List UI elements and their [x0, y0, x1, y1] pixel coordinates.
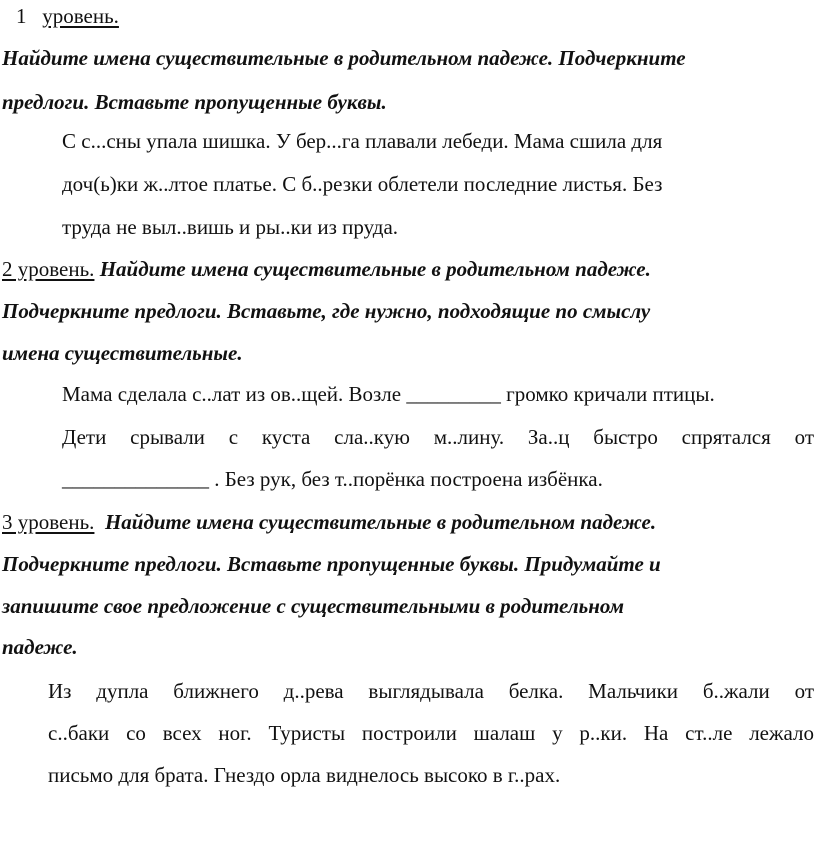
level1-label: уровень.	[42, 4, 119, 28]
level3-task-line: падеже.	[2, 635, 78, 659]
level1-number: 1	[16, 4, 27, 28]
level3-task-line: Подчеркните предлоги. Вставьте пропущенные буквы. Придумайте и	[2, 552, 661, 576]
level3-task-line: Найдите имена существительные в родительном падеже.	[104, 510, 657, 534]
level2-label: 2 уровень.	[2, 257, 95, 281]
level1-task-line: предлоги. Вставьте пропущенные буквы.	[2, 90, 387, 114]
level3-label: 3 уровень.	[2, 510, 95, 534]
level3-task-line: запишите свое предложение с существительными в родительном	[2, 594, 624, 618]
level1-heading	[16, 2, 119, 30]
level1-task-line: Найдите имена существительные в родительном падеже. Подчеркните	[2, 46, 686, 70]
level2-text-line: ______________ . Без рук, без т..порёнка построена избёнка.	[62, 467, 603, 491]
level1-text-line: С с...сны упала шишка. У бер...га плавали лебеди. Мама сшила для	[62, 129, 663, 153]
level2-text-line: Дети срывали с куста сла..кую м..лину. За..ц быстро спрятался от	[62, 425, 814, 449]
level1-text-line: труда не выл..вишь и ры..ки из пруда.	[62, 215, 399, 239]
level3-heading	[2, 508, 656, 536]
level2-task-line: имена существительные.	[2, 341, 243, 365]
level2-task-line: Найдите имена существительные в родительном падеже.	[99, 257, 651, 281]
level3-text-line: с..баки со всех ног. Туристы построили шалаш у р..ки. На ст..ле лежало	[48, 721, 814, 745]
level2-heading	[2, 255, 651, 283]
level3-text-line: Из дупла ближнего д..рева выглядывала белка. Мальчики б..жали от	[48, 679, 814, 703]
level2-task-line: Подчеркните предлоги. Вставьте, где нужно, подходящие по смыслу	[2, 299, 651, 323]
level1-text-line: доч(ь)ки ж..лтое платье. С б..резки облетели последние листья. Без	[62, 172, 663, 196]
level3-text-line: письмо для брата. Гнездо орла виднелось высоко в г..рах.	[48, 763, 561, 787]
level2-text-line: Мама сделала с..лат из ов..щей. Возле _________ громко кричали птицы.	[62, 382, 715, 406]
